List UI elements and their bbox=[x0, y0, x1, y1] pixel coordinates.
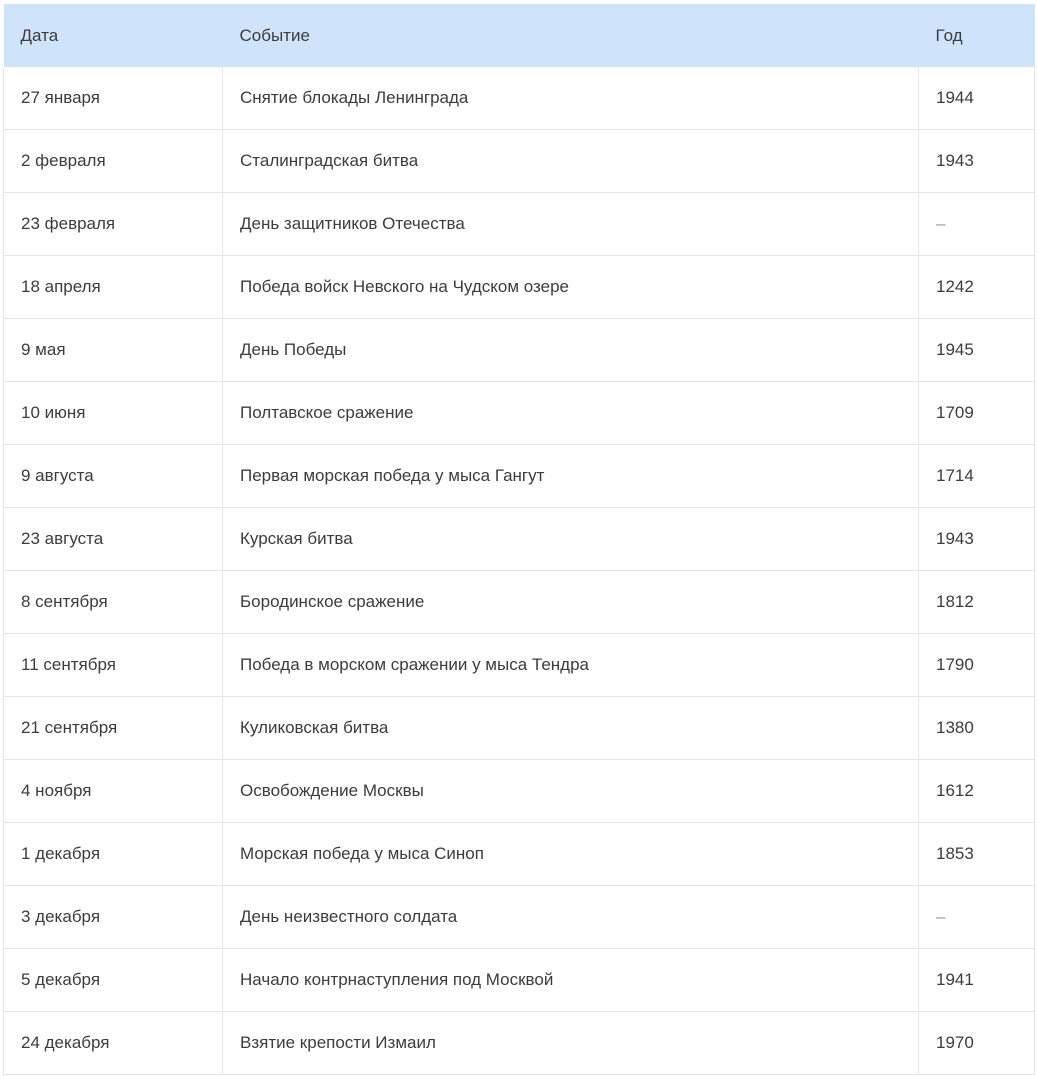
cell-date: 23 февраля bbox=[4, 193, 223, 256]
table-row bbox=[4, 130, 1035, 193]
table-row bbox=[4, 760, 1035, 823]
cell-event: Куликовская битва bbox=[223, 697, 919, 760]
cell-year: 1944 bbox=[919, 67, 1035, 130]
table-row bbox=[4, 571, 1035, 634]
column-header-event: Событие bbox=[239, 25, 310, 45]
cell-date: 1 декабря bbox=[4, 823, 223, 886]
cell-date: 2 февраля bbox=[4, 130, 223, 193]
cell-year: 1812 bbox=[919, 571, 1035, 634]
cell-year: 1943 bbox=[919, 130, 1035, 193]
column-header-year: Год bbox=[935, 25, 963, 45]
cell-event: Победа войск Невского на Чудском озере bbox=[223, 256, 919, 319]
table-row bbox=[4, 193, 1035, 256]
cell-year: 1970 bbox=[919, 1012, 1035, 1075]
cell-event: День защитников Отечества bbox=[223, 193, 919, 256]
cell-year: – bbox=[919, 193, 1035, 256]
cell-date: 10 июня bbox=[4, 382, 223, 445]
column-header-date: Дата bbox=[20, 25, 59, 45]
cell-date: 5 декабря bbox=[4, 949, 223, 1012]
cell-year: 1380 bbox=[919, 697, 1035, 760]
table-row bbox=[4, 697, 1035, 760]
table-row bbox=[4, 382, 1035, 445]
cell-event: Освобождение Москвы bbox=[223, 760, 919, 823]
cell-year: 1612 bbox=[919, 760, 1035, 823]
table-row bbox=[4, 634, 1035, 697]
cell-date: 27 января bbox=[4, 67, 223, 130]
cell-year: 1853 bbox=[919, 823, 1035, 886]
table-header bbox=[4, 4, 1035, 67]
cell-date: 18 апреля bbox=[4, 256, 223, 319]
cell-event: День Победы bbox=[223, 319, 919, 382]
cell-event: Победа в морском сражении у мыса Тендра bbox=[223, 634, 919, 697]
cell-event: Бородинское сражение bbox=[223, 571, 919, 634]
cell-year: 1945 bbox=[919, 319, 1035, 382]
cell-year: 1943 bbox=[919, 508, 1035, 571]
cell-date: 11 сентября bbox=[4, 634, 223, 697]
table-row bbox=[4, 256, 1035, 319]
table-row bbox=[4, 508, 1035, 571]
cell-date: 23 августа bbox=[4, 508, 223, 571]
cell-event: Курская битва bbox=[223, 508, 919, 571]
cell-date: 9 августа bbox=[4, 445, 223, 508]
table-body bbox=[4, 67, 1035, 1075]
table-header-row bbox=[4, 4, 1035, 67]
table-row bbox=[4, 445, 1035, 508]
cell-date: 9 мая bbox=[4, 319, 223, 382]
cell-event: Первая морская победа у мыса Гангут bbox=[223, 445, 919, 508]
cell-event: Снятие блокады Ленинграда bbox=[223, 67, 919, 130]
memorable-dates-table bbox=[3, 4, 1035, 1075]
cell-event: Морская победа у мыса Синоп bbox=[223, 823, 919, 886]
cell-date: 4 ноября bbox=[4, 760, 223, 823]
cell-date: 21 сентября bbox=[4, 697, 223, 760]
table-row bbox=[4, 1012, 1035, 1075]
cell-year: 1242 bbox=[919, 256, 1035, 319]
cell-year: – bbox=[919, 886, 1035, 949]
table-row bbox=[4, 67, 1035, 130]
cell-event: Полтавское сражение bbox=[223, 382, 919, 445]
cell-event: День неизвестного солдата bbox=[223, 886, 919, 949]
cell-date: 8 сентября bbox=[4, 571, 223, 634]
memorable-dates-table-wrapper bbox=[3, 4, 1034, 1075]
cell-date: 3 декабря bbox=[4, 886, 223, 949]
table-row bbox=[4, 823, 1035, 886]
table-row bbox=[4, 319, 1035, 382]
cell-event: Сталинградская битва bbox=[223, 130, 919, 193]
cell-event: Начало контрнаступления под Москвой bbox=[223, 949, 919, 1012]
cell-year: 1709 bbox=[919, 382, 1035, 445]
table-row bbox=[4, 949, 1035, 1012]
cell-event: Взятие крепости Измаил bbox=[223, 1012, 919, 1075]
cell-year: 1714 bbox=[919, 445, 1035, 508]
table-row bbox=[4, 886, 1035, 949]
cell-year: 1790 bbox=[919, 634, 1035, 697]
cell-date: 24 декабря bbox=[4, 1012, 223, 1075]
cell-year: 1941 bbox=[919, 949, 1035, 1012]
